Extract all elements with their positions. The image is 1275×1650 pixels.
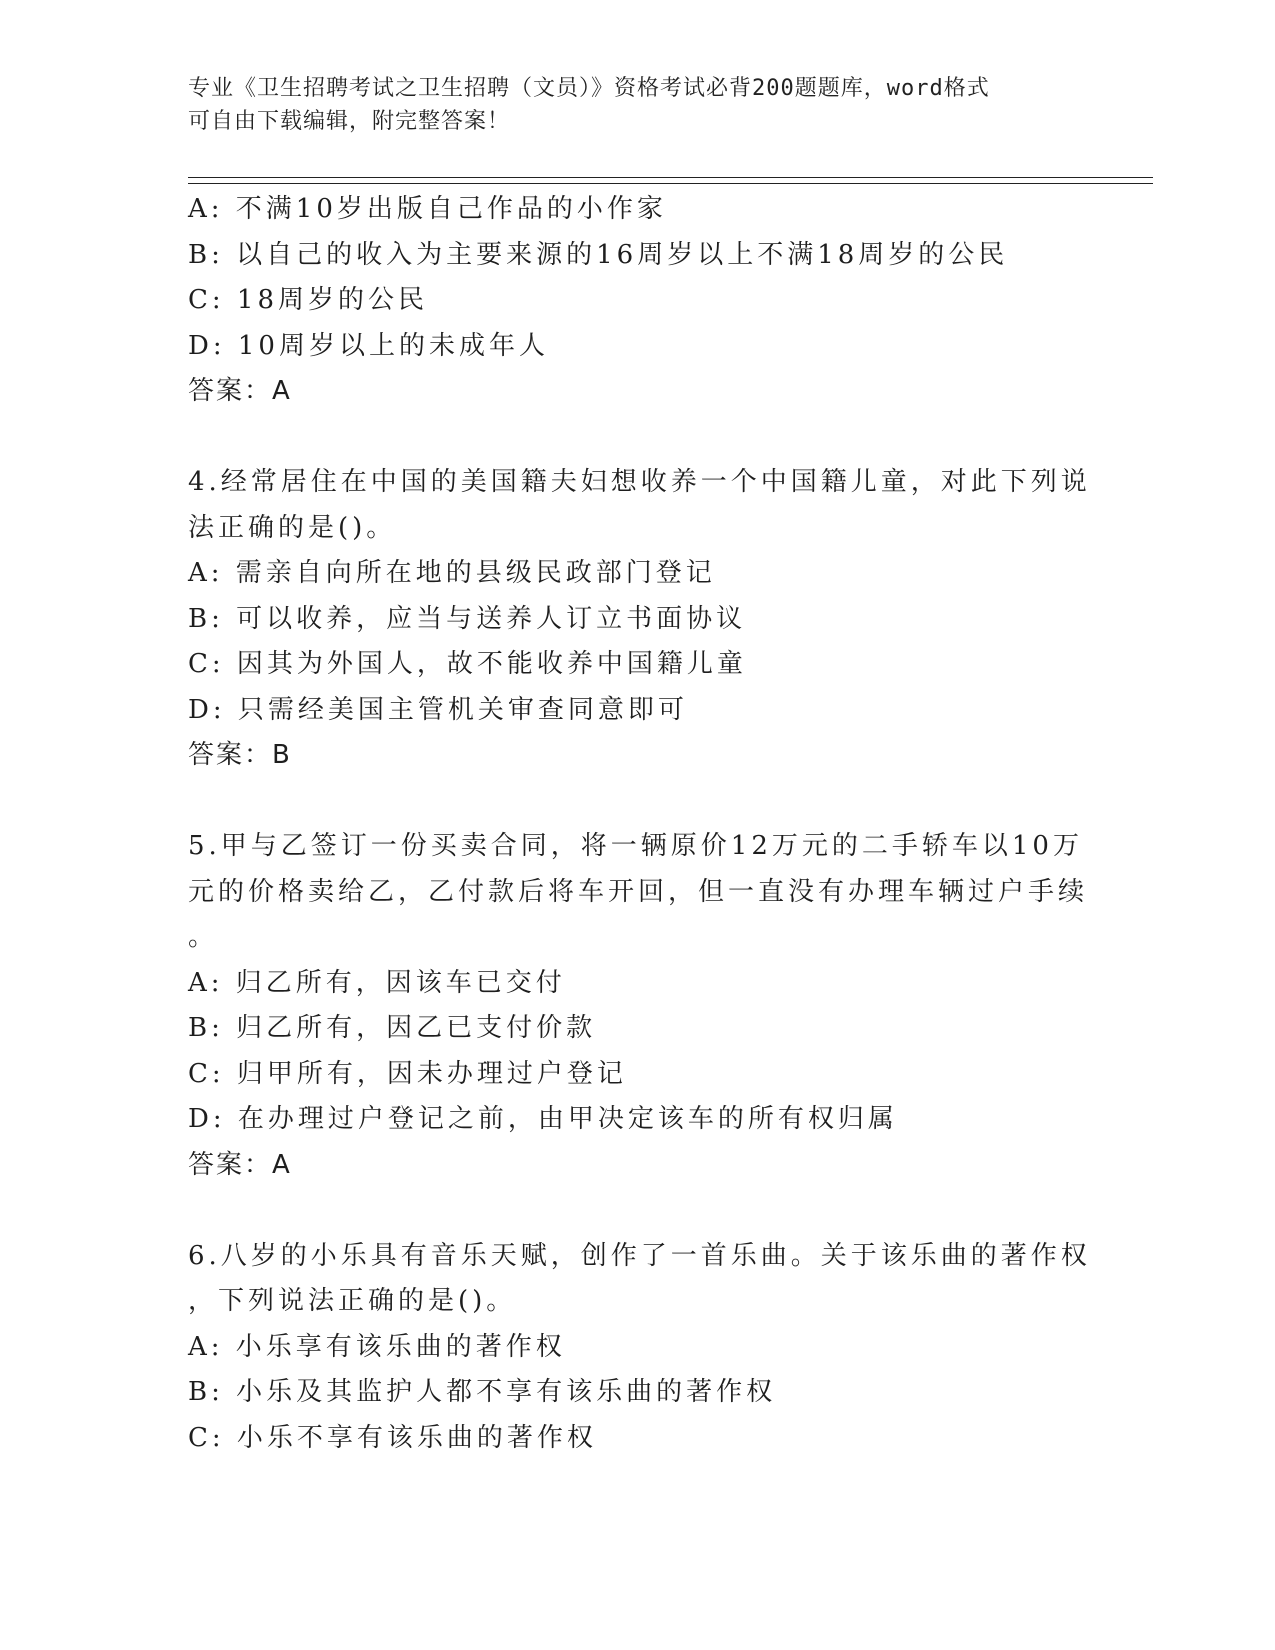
question-list	[188, 187, 1091, 1461]
question-stem-line: 6.八岁的小乐具有音乐天赋，创作了一首乐曲。关于该乐曲的著作权	[188, 1240, 1091, 1271]
spacer	[188, 415, 1088, 461]
question-5	[188, 824, 1088, 1188]
option-b: B: 以自己的收入为主要来源的16周岁以上不满18周岁的公民	[188, 239, 1009, 270]
option-a: A: 需亲自向所在地的县级民政部门登记	[188, 558, 716, 588]
question-6	[188, 1234, 1091, 1462]
header-line-2: 可自由下载编辑，附完整答案！	[188, 109, 511, 134]
option-d: D: 在办理过户登记之前，由甲决定该车的所有权归属	[188, 1104, 898, 1134]
answer-label: 答案：A	[188, 376, 292, 406]
option-a: A: 小乐享有该乐曲的著作权	[188, 1331, 566, 1362]
spacer	[188, 779, 1088, 825]
question-stem-line: 。	[188, 922, 219, 952]
header-line-1: 专业《卫生招聘考试之卫生招聘（文员）》资格考试必背200题题库，word格式	[188, 76, 990, 101]
option-a: A: 归乙所有，因该车已交付	[188, 967, 566, 998]
option-c: C: 因其为外国人，故不能收养中国籍儿童	[188, 649, 747, 679]
spacer	[188, 1188, 1088, 1234]
option-b: B: 归乙所有，因乙已支付价款	[188, 1013, 597, 1043]
question-stem-line: 法正确的是()。	[188, 512, 397, 543]
question-stem-line: 5.甲与乙签订一份买卖合同，将一辆原价12万元的二手轿车以10万	[188, 831, 1083, 861]
option-a: A: 不满10岁出版自己作品的小作家	[188, 194, 667, 224]
option-b: B: 小乐及其监护人都不享有该乐曲的著作权	[188, 1377, 777, 1407]
answer-label: 答案：A	[188, 1149, 292, 1180]
option-b: B: 可以收养，应当与送养人订立书面协议	[188, 603, 747, 634]
option-c: C: 小乐不享有该乐曲的著作权	[188, 1422, 597, 1453]
header-rule-bottom	[188, 183, 1153, 184]
option-c: C: 归甲所有，因未办理过户登记	[188, 1058, 627, 1089]
question-3	[188, 187, 1088, 415]
option-d: D: 10周岁以上的未成年人	[188, 330, 549, 361]
document-header	[188, 72, 1068, 138]
question-4	[188, 460, 1091, 779]
option-c: C: 18周岁的公民	[188, 285, 429, 315]
question-stem-line: ，下列说法正确的是()。	[188, 1286, 517, 1316]
answer-label: 答案：B	[188, 740, 292, 770]
question-stem-line: 4.经常居住在中国的美国籍夫妇想收养一个中国籍儿童，对此下列说	[188, 467, 1091, 497]
question-stem-line: 元的价格卖给乙，乙付款后将车开回，但一直没有办理车辆过户手续	[188, 876, 1089, 907]
option-d: D: 只需经美国主管机关审查同意即可	[188, 694, 688, 725]
header-rule-top	[188, 177, 1153, 178]
